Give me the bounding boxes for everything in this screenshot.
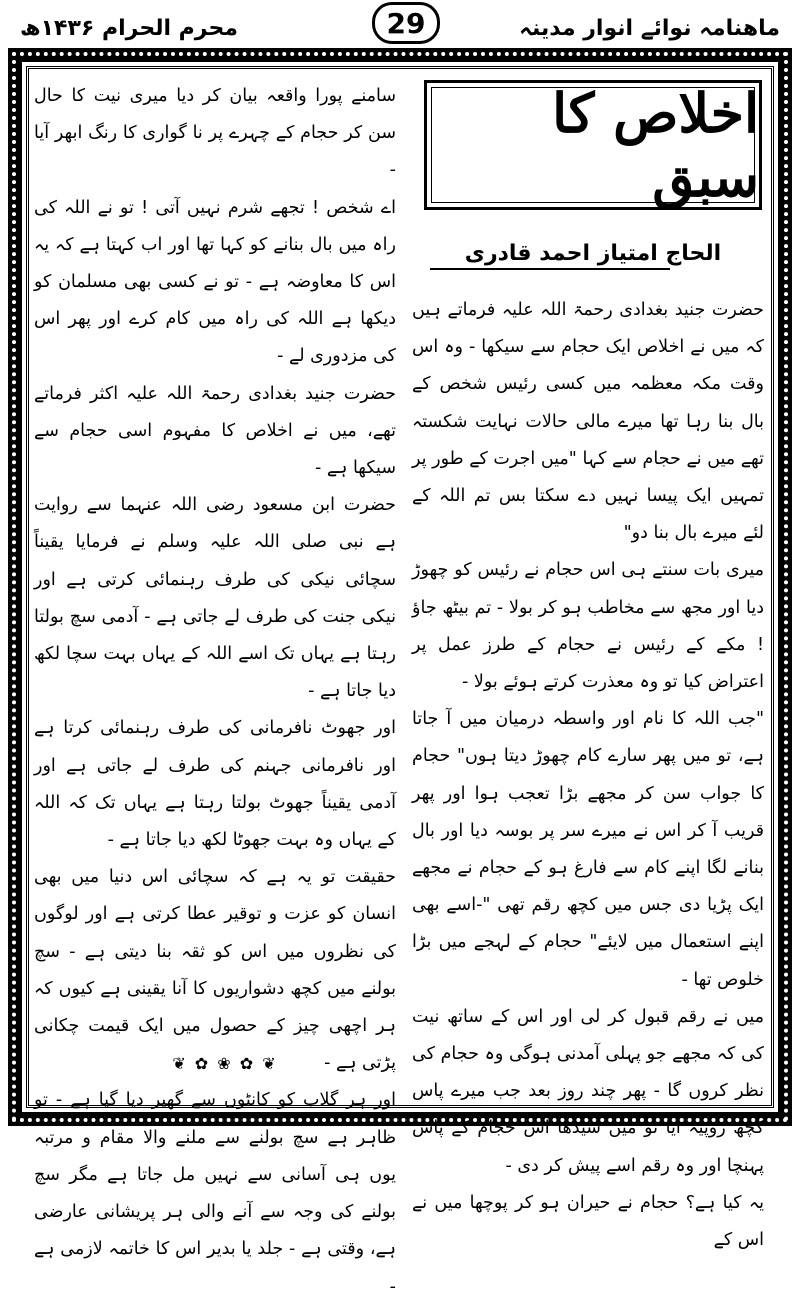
right-column [412, 292, 764, 1259]
end-ornament: ❦ ✿ ❀ ✿ ❦ [172, 1053, 278, 1073]
paragraph: حضرت جنید بغدادی رحمۃ اللہ علیہ فرماتے ہیں کہ میں نے اخلاص ایک حجام سے سیکھا - وہ اس وقت مکہ معظمہ میں کسی رئیس شخص کے بال بنا رہا تھا میرے مالی حالات نہایت شکستہ تھے میں نے حجام سے کہا "میں اجرت کے طور پر تمہیں ایک پیسا نہیں دے سکتا بس تم اللہ کے لئے میرے بال بنا دو" [412, 300, 764, 544]
paragraph: "جب اللہ کا نام اور واسطہ درمیان میں آ جاتا ہے، تو میں پھر سارے کام چھوڑ دیتا ہوں" حجام کا جواب سن کر مجھے بڑا تعجب ہوا اور پھر قریب آ کر اس نے میرے سر پر بوسہ دیا اور بال بنانے لگا اپنے کام سے فارغ ہو کے حجام نے مجھے ایک پڑیا دی جس میں کچھ رقم تھی "-اسے بھی اپنے استعمال میں لایئے" حجام کے لہجے میں بڑا خلوص تھا - [412, 709, 764, 990]
paragraph: حضرت ابن مسعود رضی اللہ عنہما سے روایت ہے نبی صلی اللہ علیہ وسلم نے فرمایا یقیناً سچائی نیکی کی طرف رہنمائی کرتی ہے اور نیکی جنت کی طرف لے جاتی ہے - آدمی سچ بولتا رہتا ہے یہاں تک اسے اللہ کے یہاں بہت سچا لکھ دیا جاتا ہے - [34, 495, 396, 702]
paragraph: اور جھوٹ نافرمانی کی طرف رہنمائی کرتا ہے اور نافرمانی جہنم کی طرف لے جاتی ہے اور آدمی یقیناً جھوٹ بولتا رہتا ہے یہاں تک کہ اللہ کے یہاں وہ بہت جھوٹا لکھ دیا جاتا ہے - [34, 718, 396, 851]
paragraph: اور ہر گلاب کو کانٹوں سے گھیر دیا گیا ہے - تو ظاہر ہے سچ بولنے سے ملنے والا مقام و مرتبہ یوں ہی آسانی سے نہیں مل جاتا ہے مگر سچ بولنے کی وجہ سے آنے والی ہر پریشانی عارضی ہے، وقتی ہے - جلد یا بدیر اس کا خاتمہ لازمی ہے - [34, 1090, 396, 1297]
paragraph: حقیقت تو یہ ہے کہ سچائی اس دنیا میں بھی انسان کو عزت و توقیر عطا کرتی ہے اور لوگوں کی نظروں میں اس کو ثقہ بنا دیتی ہے - سچ بولنے میں کچھ دشواریوں کا آنا یقینی ہے کیوں کہ ہر اچھی چیز کے حصول میں ایک قیمت چکانی پڑتی ہے - [34, 867, 396, 1074]
paragraph: حضرت جنید بغدادی رحمۃ اللہ علیہ اکثر فرماتے تھے، میں نے اخلاص کا مفہوم اسی حجام سے سیکھا ہے - [34, 383, 396, 479]
page-number: 29 [372, 2, 440, 44]
left-column [34, 78, 396, 1306]
issue-date: محرم الحرام ۱۴۳۶ھ [20, 15, 238, 41]
article-title: اخلاص کا سبق [552, 81, 759, 209]
magazine-name: ماھنامہ نوائے انوار مدینہ [519, 15, 780, 41]
title-box [424, 80, 762, 210]
paragraph: اے شخص ! تجھے شرم نہیں آتی ! تو نے اللہ کی راہ میں بال بنانے کو کہا تھا اور اب کہتا ہے کہ یہ اس کا معاوضہ ہے - تو نے کسی بھی مسلمان کو دیکھا ہے اللہ کی راہ میں کام کرے اور پھر اس کی مزدوری لے - [34, 197, 396, 367]
author-underline [430, 268, 670, 270]
paragraph: میں نے رقم قبول کر لی اور اس کے ساتھ نیت کی کہ مجھے جو پہلی آمدنی ہوگی وہ حجام کی نظر کروں گا - پھر چند روز بعد جب میرے پاس کچھ روپیہ آیا تو میں سیدھا اس حجام کے پاس پہنچا اور وہ رقم اسے پیش کر دی - [412, 1006, 764, 1176]
paragraph: سامنے پورا واقعہ بیان کر دیا میری نیت کا حال سن کر حجام کے چہرے پر نا گواری کا رنگ ابھر آیا - [34, 86, 396, 181]
article-author: الحاج امتیاز احمد قادری [464, 240, 722, 266]
paragraph: یہ کیا ہے؟ حجام نے حیران ہو کر پوچھا میں نے اس کے [412, 1192, 764, 1251]
paragraph: میری بات سنتے ہی اس حجام نے رئیس کو چھوڑ دیا اور مجھ سے مخاطب ہو کر بولا - تم بیٹھ جاؤ ! مکے کے رئیس نے حجام کے طرز عمل پر اعتراض کیا تو وہ معذرت کرتے ہوئے بولا - [412, 560, 764, 693]
